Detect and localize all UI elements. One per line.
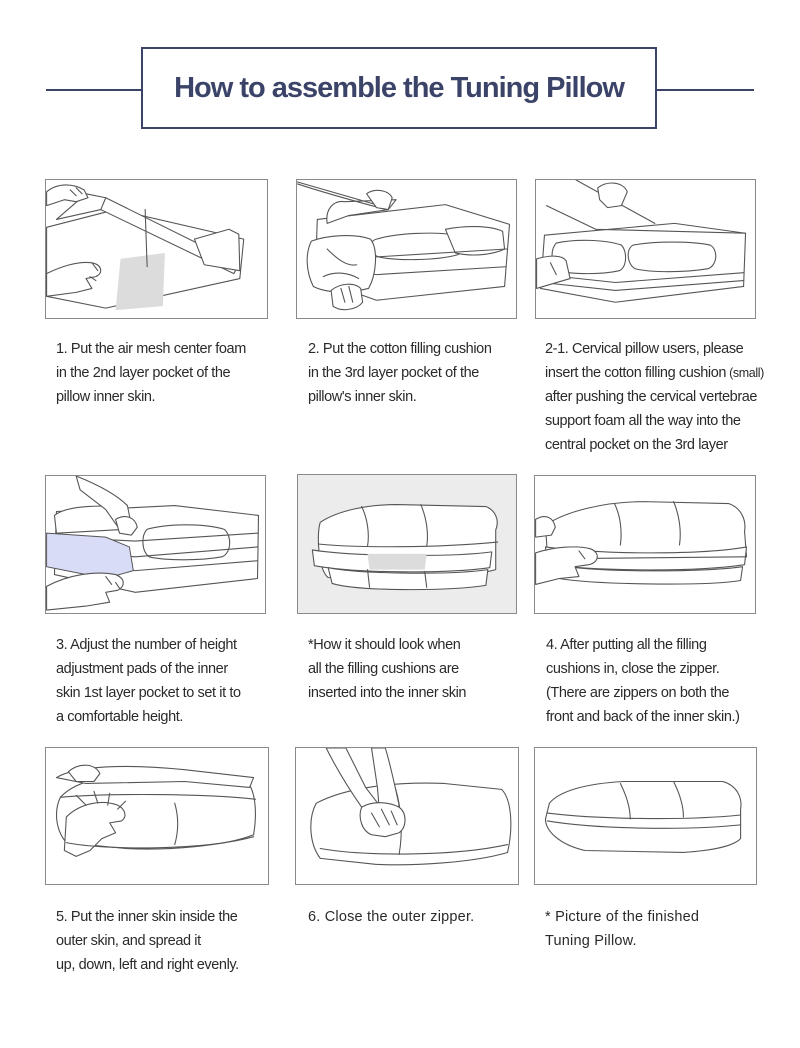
step-4-caption [546,633,740,729]
step-3-line-3: skin 1st layer pocket to set it to [56,685,241,701]
header-rule-right [657,89,754,91]
step-1-caption [56,337,246,409]
step-2-1-illustration [535,179,756,319]
step-5-illustration [45,747,269,885]
step-5-line-1: 5. Put the inner skin inside the [56,909,238,925]
step-2-illustration [296,179,517,319]
step-2-1-line-4: support foam all the way into the [545,413,741,429]
step-5-line-2: outer skin, and spread it [56,933,201,949]
step-5-caption [56,905,239,977]
finished-pillow-illustration [534,747,757,885]
step-2-1-line-1: 2-1. Cervical pillow users, please [545,341,744,357]
step-2-1-line-2-main: insert the cotton filling cushion [545,365,727,381]
step-5-line-3: up, down, left and right evenly. [56,957,239,973]
step-1-line-2: in the 2nd layer pocket of the [56,365,231,381]
step-6-illustration [295,747,519,885]
step-2-1-line-5: central pocket on the 3rd layer [545,437,728,453]
step-2-line-2: in the 3rd layer pocket of the [308,365,479,381]
filled-note-line-1: *How it should look when [308,637,461,653]
step-2-caption [308,337,491,409]
step-2-line-3: pillow's inner skin. [308,389,417,405]
finished-note-line-2: Tuning Pillow. [545,933,637,949]
filled-note-line-2: all the filling cushions are [308,661,459,677]
step-4-line-2: cushions in, close the zipper. [546,661,720,677]
step-4-line-1: 4. After putting all the filling [546,637,707,653]
step-2-1-caption [545,337,764,457]
title-box [141,47,657,129]
finished-note-line-1: * Picture of the finished [545,909,700,925]
step-1-line-1: 1. Put the air mesh center foam [56,341,246,357]
filled-note-caption [308,633,466,705]
filled-note-line-3: inserted into the inner skin [308,685,467,701]
step-1-illustration [45,179,268,319]
step-2-1-line-3: after pushing the cervical vertebrae [545,389,758,405]
header-rule-left [46,89,141,91]
filled-inner-skin-illustration [297,474,517,614]
finished-note-caption [545,905,699,953]
step-3-line-1: 3. Adjust the number of height [56,637,237,653]
step-6-caption [308,905,474,929]
step-2-1-line-2 [545,361,764,385]
page-title: How to assemble the Tuning Pillow [174,71,624,104]
step-6-line-1: 6. Close the outer zipper. [308,909,475,925]
step-4-line-3: (There are zippers on both the [546,685,730,701]
step-1-line-3: pillow inner skin. [56,389,156,405]
step-3-line-4: a comfortable height. [56,709,184,725]
step-2-1-line-2-suffix: (small) [726,366,764,380]
step-4-illustration [534,475,756,614]
step-3-illustration [45,475,266,614]
step-3-line-2: adjustment pads of the inner [56,661,228,677]
step-2-line-1: 2. Put the cotton filling cushion [308,341,492,357]
step-4-line-4: front and back of the inner skin.) [546,709,740,725]
step-3-caption [56,633,241,729]
